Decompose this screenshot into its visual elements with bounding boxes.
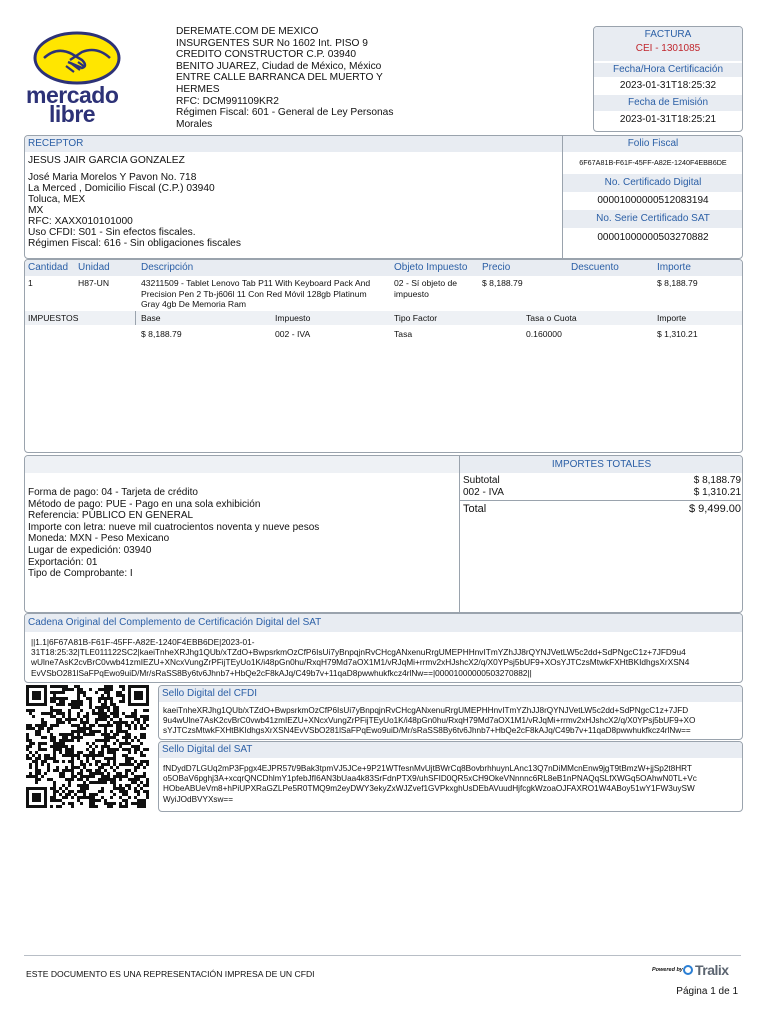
- folio-label: Folio Fiscal: [563, 136, 743, 152]
- col-cantidad: Cantidad: [28, 262, 69, 273]
- emisor-info: [176, 26, 393, 130]
- factura-title: FACTURA: [644, 29, 692, 40]
- sello-cfdi-box: [158, 685, 743, 740]
- sello-sat-header: Sello Digital del SAT: [159, 742, 742, 758]
- cadena-line: EvVSbO281lSaFPqEwo9uiD/Mr/sRaSS8By6tv6Jhnb7+HbQe2cF8kAJq/C49b7v+11qaD8pwwhukfkcz4rlNw==|00001000000503270882||: [31, 667, 532, 678]
- sello-cfdi-text: [163, 706, 695, 737]
- emision-date-value: 2023-01-31T18:25:21: [619, 114, 717, 125]
- pago-info: [28, 487, 319, 580]
- imp-col-tipo: Tipo Factor: [394, 313, 438, 323]
- fiscal-column: [562, 136, 743, 258]
- sello-cfdi-line: sYJTCzsMtwkFXHtBKIdhgsXrXSN4EvVSbO281lSaFPqEwo9uiD/Mr/sRaSS8By6tv6Jhnb7+HbQe2cF8kAJq/C49b7v+11qaD8pwwhukfkcz4rlNw==: [163, 726, 691, 736]
- cert-no-label: No. Certificado Digital: [563, 174, 743, 192]
- totales-header: IMPORTES TOTALES: [460, 456, 743, 473]
- col-descripcion: Descripción: [141, 262, 194, 273]
- receptor-header: RECEPTOR: [25, 136, 562, 152]
- cert-date-label: Fecha/Hora Certificación: [594, 63, 742, 77]
- sello-cfdi-line: kaeiTnheXRJhg1QUb/xTZdO+BwpsrkmOzCfP6IsUi7yBnpqjnRvCHcgANxenuRrgUMEPHHnvITmYZhJJ8rQYNJVetLW5c2dd+SdPNgcC1z+7JFD: [163, 706, 689, 715]
- descripcion-line: Gray 4gb De Memoria Ram: [141, 299, 247, 309]
- subtotal-value: $ 8,188.79: [693, 475, 741, 486]
- receptor-line: La Merced , Domicilio Fiscal (C.P.) 03940: [28, 183, 215, 194]
- emisor-line: RFC: DCM991109KR2: [176, 95, 279, 107]
- pago-line: Forma de pago: 04 - Tarjeta de crédito: [28, 487, 198, 498]
- emisor-line: BENITO JUAREZ, Ciudad de México, México: [176, 60, 382, 72]
- total-label: Total: [463, 503, 487, 515]
- imp-col-base: Base: [141, 313, 161, 323]
- qr-code: [24, 685, 154, 810]
- conceptos-box: [24, 259, 743, 453]
- row-unidad: H87-UN: [78, 278, 110, 288]
- receptor-line: MX: [28, 205, 44, 216]
- cert-sat-label: No. Serie Certificado SAT: [563, 210, 743, 228]
- cadena-text: [31, 637, 689, 678]
- row-precio: $ 8,188.79: [482, 278, 523, 288]
- col-descuento: Descuento: [571, 262, 619, 273]
- sello-sat-line: HObeABUeVm8+hPiUPXRaGZLPe5R0TMQ9m2eyDWY3ekyZxWJZvef1GVPkxghUsDEbAVuudHjfcgkWzoaOJFAXRO1W4ABoy51wY1FW3uySW: [163, 784, 695, 794]
- cert-date-value: 2023-01-31T18:25:32: [619, 80, 717, 91]
- imp-tasa: 0.160000: [526, 329, 562, 339]
- col-unidad: Unidad: [78, 262, 110, 273]
- logo-text-libre: libre: [49, 101, 96, 127]
- iva-label: 002 - IVA: [463, 487, 504, 498]
- row-cantidad: 1: [28, 278, 33, 288]
- pago-line: Tipo de Comprobante: I: [28, 568, 133, 580]
- cadena-line: ||1.1|6F67A81B-F61F-45FF-A82E-1240F4EBB6DE|2023-01-: [31, 637, 255, 647]
- sello-cfdi-line: 9u4wUlne7AsK2cvBrC0vwb41zmIEZU+XNcxVungZrPFijTEyUo1K/i48pGn0hu/RxqH79Md7aOX1M1/vRJqMi+rrmv2xHJshcX2/q/X0YPsj5bUF9+XO: [163, 716, 696, 726]
- qr-code-icon: [24, 685, 154, 810]
- descripcion-line: Precision Pen 2 Tb-j606l 11 Con Red Móvil 128gb Platinum: [141, 288, 367, 299]
- factura-box: [593, 26, 743, 132]
- pago-line: Lugar de expedición: 03940: [28, 544, 152, 556]
- tralix-brand: Tralix: [695, 962, 729, 978]
- descripcion-line: 43211509 - Tablet Lenovo Tab P11 With Keyboard Pack And: [141, 278, 371, 288]
- tralix-icon: [683, 965, 693, 975]
- folio-value: 6F67A81B-F61F-45FF-A82E-1240F4EBB6DE: [579, 158, 727, 167]
- subtotal-label: Subtotal: [463, 475, 500, 486]
- footer-divider: [24, 955, 741, 956]
- imp-impuesto: 002 - IVA: [275, 329, 311, 339]
- mercadolibre-logo: [22, 30, 132, 126]
- iva-value: $ 1,310.21: [693, 487, 741, 498]
- row-descripcion: [141, 278, 370, 310]
- sello-cfdi-header: Sello Digital del CFDI: [159, 686, 742, 702]
- imp-col-impuesto: Impuesto: [275, 313, 311, 323]
- row-importe: $ 8,188.79: [657, 278, 698, 288]
- cadena-line: wUlne7AsK2cvBrC0vwb41zmIEZU+XNcxVungZrPFijTEyUo1K/i48pGn0hu/RxqH79Md7aOX1M1/vRJqMi+rrmv2xHJshcX2/q/X0YPsj5bUF9+XOsYJTCzsMtwkFXHtBKIdhgsXrXSN4: [31, 657, 690, 668]
- emisor-line: Régimen Fiscal: 601 - General de Ley Personas: [176, 107, 394, 119]
- pago-line: Referencia: PÚBLICO EN GENERAL: [28, 510, 194, 522]
- receptor-line: José Maria Morelos Y Pavon No. 718: [28, 172, 197, 183]
- row-objeto: [394, 278, 457, 299]
- imp-base: $ 8,188.79: [141, 329, 182, 339]
- logo-text-mercado: mercado: [26, 82, 119, 108]
- emision-date-label: Fecha de Emisión: [594, 95, 742, 111]
- tralix-logo: [652, 962, 740, 978]
- pago-line: Método de pago: PUE - Pago en una sola exhibición: [28, 498, 261, 510]
- cadena-box: [24, 613, 743, 683]
- imp-importe: $ 1,310.21: [657, 329, 698, 339]
- emisor-line: Morales: [176, 118, 213, 130]
- cert-no-value: 00001000000512083194: [597, 195, 709, 206]
- footer-disclaimer: ESTE DOCUMENTO ES UNA REPRESENTACIÓN IMPRESA DE UN CFDI: [26, 969, 315, 979]
- pago-line: Moneda: MXN - Peso Mexicano: [28, 533, 170, 545]
- receptor-address: [28, 172, 241, 249]
- receptor-line: RFC: XAXX010101000: [28, 216, 133, 227]
- cadena-header: Cadena Original del Complemento de Certificación Digital del SAT: [25, 614, 742, 632]
- pago-totales-box: [24, 455, 743, 613]
- sello-sat-box: [158, 741, 743, 812]
- col-importe: Importe: [657, 262, 691, 273]
- powered-by-text: Powered by: [652, 967, 683, 973]
- handshake-logo-icon: [22, 30, 132, 86]
- receptor-line: Uso CFDI: S01 - Sin efectos fiscales.: [28, 227, 196, 238]
- receptor-line: Régimen Fiscal: 616 - Sin obligaciones fiscales: [28, 238, 241, 249]
- emisor-line: INSURGENTES SUR No 1602 Int. PISO 9: [176, 37, 368, 49]
- impuestos-label: IMPUESTOS: [28, 313, 79, 323]
- emisor-line: ENTRE CALLE BARRANCA DEL MUERTO Y: [176, 72, 383, 84]
- pago-header-bar: [25, 456, 459, 473]
- col-objeto: Objeto Impuesto: [394, 262, 468, 273]
- pago-line: Importe con letra: nueve mil cuatrocientos noventa y nueve pesos: [28, 521, 320, 533]
- emisor-line: HERMES: [176, 83, 220, 95]
- receptor-name: JESUS JAIR GARCIA GONZALEZ: [28, 155, 185, 166]
- impuestos-header-row: [25, 311, 742, 325]
- page-number: Página 1 de 1: [676, 986, 738, 997]
- total-value: $ 9,499.00: [689, 503, 741, 515]
- col-precio: Precio: [482, 262, 511, 273]
- factura-serie: CEI - 1301085: [635, 43, 701, 54]
- cert-sat-value: 00001000000503270882: [597, 232, 709, 243]
- emisor-line: DEREMATE.COM DE MEXICO: [176, 26, 319, 37]
- sello-sat-line: WyiJOdBVYXsw==: [163, 794, 233, 804]
- objeto-line: 02 - Sí objeto de: [394, 278, 458, 288]
- sello-sat-line: o5OBaV6pghj3A+xcqrQNCDhlmY1pfebJfI6AN3bUaa4k83SrFdnPTX9/uhSFID0QR5xCH9OkeVNnnnc6RL8eB1nPNAQqSLfXWGq5OAhwN0TL+Vc: [163, 774, 697, 784]
- imp-tipo: Tasa: [394, 329, 413, 339]
- conceptos-header-row: [25, 260, 742, 276]
- objeto-line: impuesto: [394, 288, 429, 299]
- sello-sat-text: [163, 764, 697, 805]
- emisor-line: CREDITO CONSTRUCTOR C.P. 03940: [176, 49, 357, 61]
- totales-column: [459, 456, 743, 612]
- cadena-line: 31T18:25:32|TLE011122SC2|kaeiTnheXRJhg1QUb/xTZdO+BwpsrkmOzCfP6IsUi7yBnpqjnRvCHcgANxenuRrgUMEPHHnvITmYZhJJ8rQYNJVetLW5c2dd+SdPNgcC1z+7JFD9u4: [31, 647, 686, 658]
- receptor-line: Toluca, MEX: [28, 194, 86, 205]
- pago-line: Exportación: 01: [28, 556, 98, 568]
- receptor-box: [24, 135, 743, 259]
- sello-sat-line: fNDydD7LGUq2mP3Fpgx4EJPR57t/9Bak3tpmVJ5JCe+9P21WTfesnMvUjtBWrCq8BovbrhhuynLAnc13Q7nDiMMcnEnw9jgT9tBmzW+jjSp2t8HRT: [163, 764, 692, 773]
- imp-col-importe: Importe: [657, 313, 687, 323]
- imp-col-tasa: Tasa o Cuota: [526, 313, 577, 323]
